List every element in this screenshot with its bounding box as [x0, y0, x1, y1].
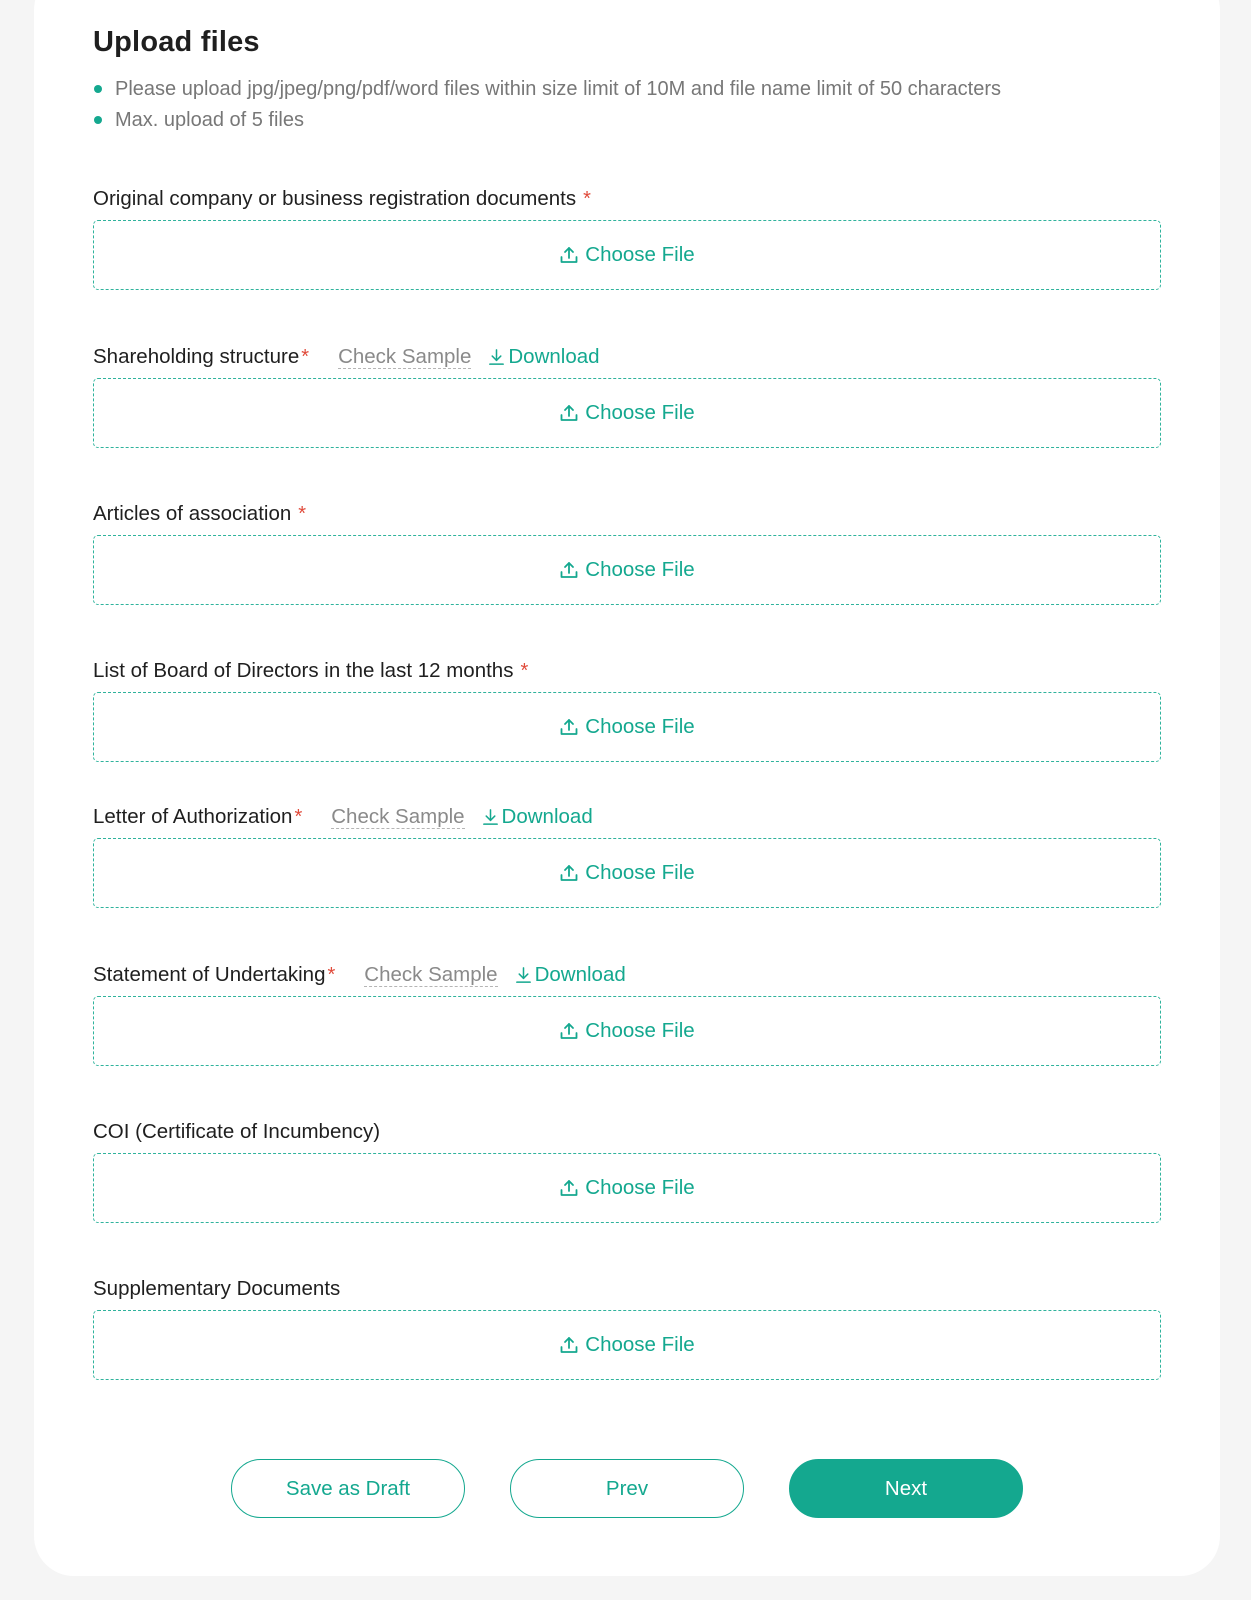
field-label: Articles of association	[93, 502, 292, 525]
check-sample-link[interactable]: Check Sample	[338, 344, 472, 368]
field-label: List of Board of Directors in the last 12 months	[93, 659, 514, 682]
download-icon	[514, 966, 533, 985]
check-sample-link[interactable]: Check Sample	[364, 962, 498, 986]
download-link[interactable]	[487, 345, 599, 369]
choose-file-label: Choose File	[585, 558, 695, 581]
download-icon	[487, 348, 506, 367]
choose-file-label: Choose File	[585, 1176, 695, 1199]
field-label: COI (Certificate of Incumbency)	[93, 1120, 381, 1143]
file-dropzone[interactable]	[93, 378, 1161, 448]
prev-button[interactable]: Prev	[510, 1459, 744, 1518]
required-mark: *	[327, 963, 336, 986]
field-label: Original company or business registration documents	[93, 187, 577, 210]
field-registration-documents	[93, 185, 1161, 290]
field-label-row	[93, 1275, 1161, 1303]
choose-file-button[interactable]	[559, 558, 694, 582]
field-label-row	[93, 1118, 1161, 1146]
choose-file-label: Choose File	[585, 861, 695, 884]
download-icon	[481, 808, 500, 827]
file-dropzone[interactable]	[93, 1310, 1161, 1380]
upload-icon	[559, 863, 579, 883]
field-label: Supplementary Documents	[93, 1277, 341, 1300]
required-mark: *	[301, 345, 310, 368]
field-statement-of-undertaking	[93, 961, 1161, 1066]
file-dropzone[interactable]	[93, 692, 1161, 762]
required-mark: *	[583, 187, 591, 210]
field-label-row	[93, 343, 1161, 371]
upload-icon	[559, 1178, 579, 1198]
upload-notes	[93, 76, 1001, 138]
field-label-row	[93, 500, 1161, 528]
field-board-of-directors	[93, 657, 1161, 762]
choose-file-button[interactable]	[559, 1019, 694, 1043]
field-articles-of-association	[93, 500, 1161, 605]
section-title: Upload files	[93, 26, 260, 58]
choose-file-button[interactable]	[559, 1176, 694, 1200]
field-label-row	[93, 961, 1161, 989]
field-supplementary-documents	[93, 1275, 1161, 1380]
file-dropzone[interactable]	[93, 838, 1161, 908]
choose-file-label: Choose File	[585, 1019, 695, 1042]
field-shareholding-structure	[93, 343, 1161, 448]
required-mark: *	[294, 805, 303, 828]
required-mark: *	[520, 659, 529, 682]
required-mark: *	[298, 502, 307, 525]
upload-icon	[559, 245, 579, 265]
choose-file-label: Choose File	[585, 1333, 695, 1356]
next-button[interactable]: Next	[789, 1459, 1023, 1518]
download-label: Download	[534, 963, 626, 986]
file-dropzone[interactable]	[93, 1153, 1161, 1223]
upload-icon	[559, 1021, 579, 1041]
upload-icon	[559, 1335, 579, 1355]
check-sample-link[interactable]: Check Sample	[331, 804, 465, 828]
choose-file-button[interactable]	[559, 243, 694, 267]
field-label: Statement of Undertaking	[93, 963, 326, 986]
field-label-row	[93, 185, 1161, 213]
field-label-row	[93, 657, 1161, 685]
field-label: Letter of Authorization	[93, 805, 293, 828]
download-label: Download	[501, 805, 593, 828]
note-item: Please upload jpg/jpeg/png/pdf/word files within size limit of 10M and file name limit of 50 characters	[93, 76, 1001, 107]
choose-file-button[interactable]	[559, 861, 694, 885]
upload-icon	[559, 560, 579, 580]
file-dropzone[interactable]	[93, 535, 1161, 605]
choose-file-button[interactable]	[559, 1333, 694, 1357]
field-certificate-of-incumbency	[93, 1118, 1161, 1223]
upload-icon	[559, 717, 579, 737]
field-label-row	[93, 803, 1161, 831]
file-dropzone[interactable]	[93, 220, 1161, 290]
save-as-draft-button[interactable]: Save as Draft	[231, 1459, 465, 1518]
note-item: Max. upload of 5 files	[93, 107, 1001, 138]
choose-file-label: Choose File	[585, 401, 695, 424]
choose-file-button[interactable]	[559, 715, 694, 739]
field-letter-of-authorization	[93, 803, 1161, 908]
upload-icon	[559, 403, 579, 423]
download-link[interactable]	[514, 963, 626, 987]
download-link[interactable]	[481, 805, 593, 829]
file-dropzone[interactable]	[93, 996, 1161, 1066]
choose-file-label: Choose File	[585, 243, 695, 266]
download-label: Download	[508, 345, 600, 368]
field-label: Shareholding structure	[93, 345, 300, 368]
choose-file-button[interactable]	[559, 401, 694, 425]
choose-file-label: Choose File	[585, 715, 695, 738]
